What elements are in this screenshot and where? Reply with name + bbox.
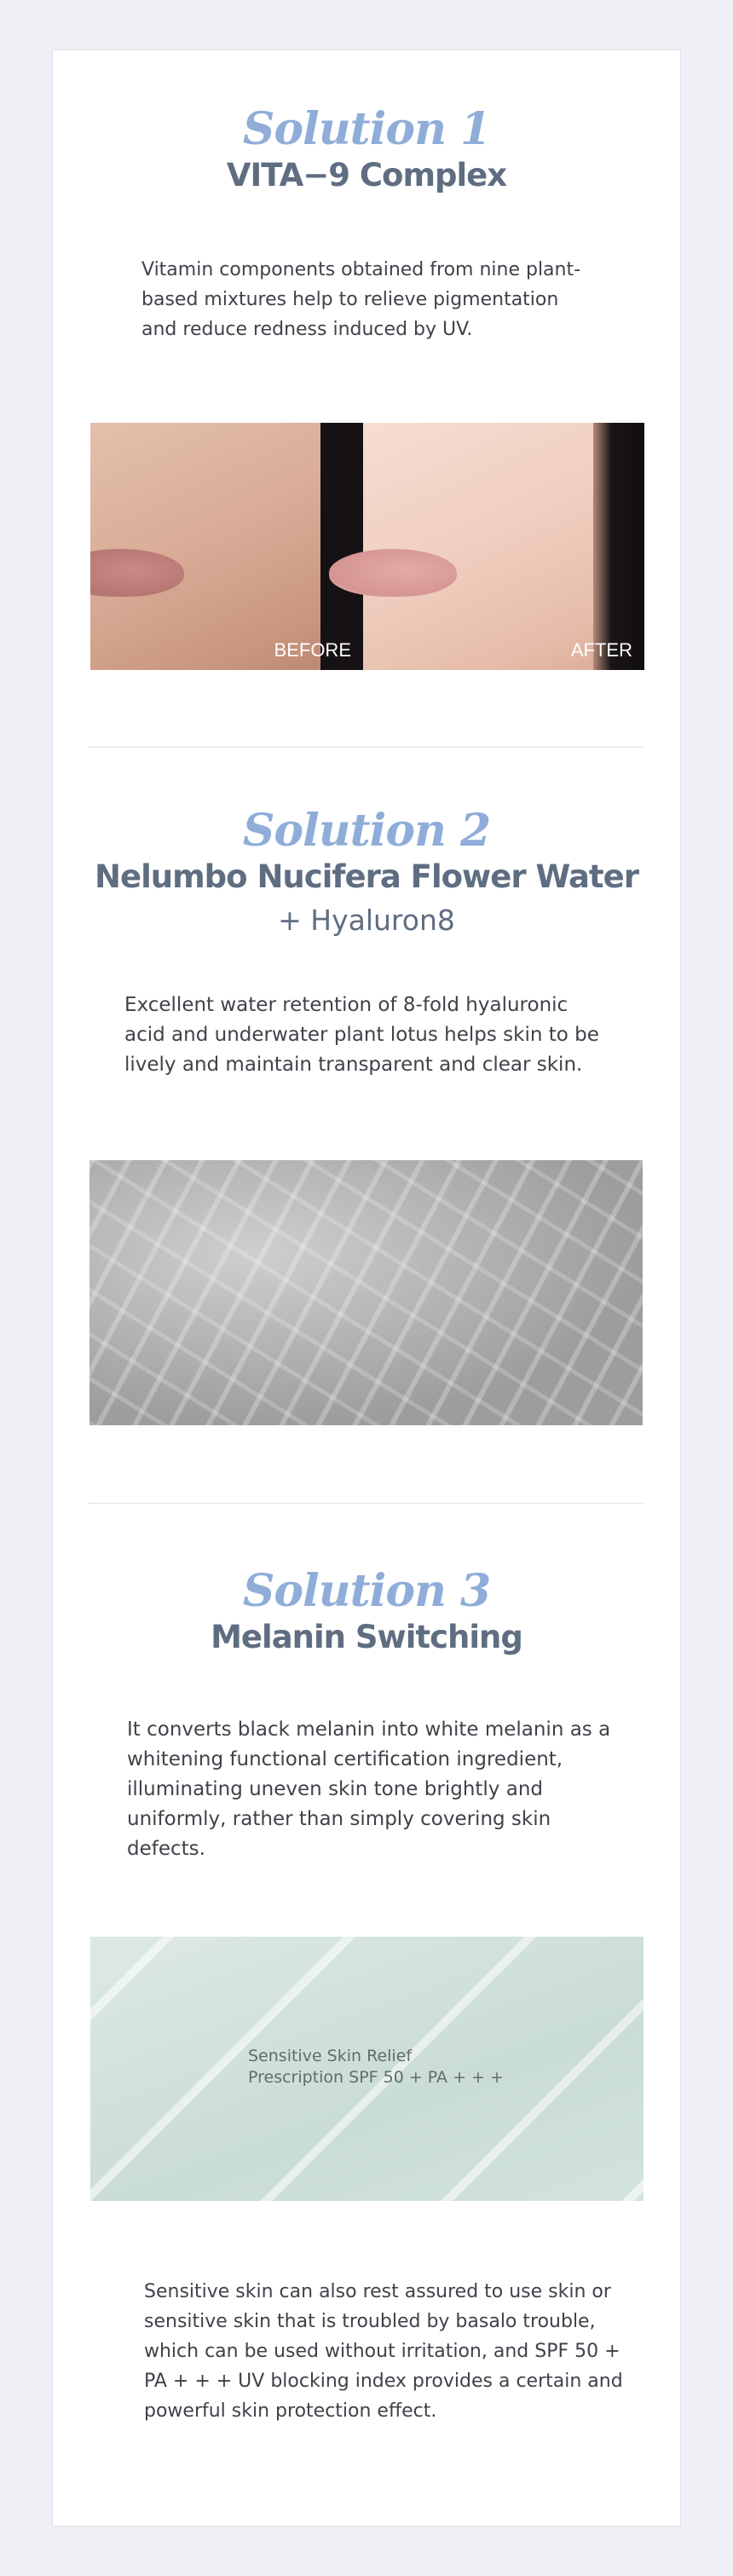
before-photo [90, 423, 363, 670]
solution-3-description [127, 1715, 610, 1864]
text-line: and reduce redness induced by UV. [141, 319, 473, 340]
section-divider [88, 1503, 644, 1504]
gel-texture-image [90, 1937, 644, 2201]
water-ripple-image [89, 1160, 643, 1425]
content-card [52, 49, 681, 2527]
closing-description [144, 2277, 623, 2426]
after-photo [363, 423, 644, 670]
text-line: which can be used without irritation, and SPF 50 + [144, 2341, 620, 2362]
solution-2-subtitle: Nelumbo Nucifera Flower Water [95, 858, 638, 895]
solution-2-description [124, 991, 599, 1080]
text-line: powerful skin protection effect. [144, 2400, 437, 2422]
text-line: uniformly, rather than simply covering skin [127, 1808, 551, 1830]
text-line: It converts black melanin into white melanin as a [127, 1718, 611, 1741]
text-line: PA + + + UV blocking index provides a certain and [144, 2371, 623, 2392]
solution-3-subtitle: Melanin Switching [211, 1619, 522, 1655]
solution-1-description [141, 255, 580, 344]
section-divider [88, 747, 644, 748]
text-line: lively and maintain transparent and clear skin. [124, 1054, 583, 1076]
text-line: Excellent water retention of 8-fold hyaluronic [124, 994, 569, 1016]
text-line: based mixtures help to relieve pigmentation [141, 289, 559, 310]
solution-1-heading: Solution 1 [242, 103, 491, 155]
before-after-image [90, 423, 644, 670]
text-line: sensitive skin that is troubled by basalo trouble, [144, 2311, 596, 2332]
caption-line: Sensitive Skin Relief [248, 2047, 413, 2065]
text-line: whitening functional certification ingredient, [127, 1748, 563, 1770]
text-line: acid and underwater plant lotus helps skin to be [124, 1024, 599, 1046]
text-line: illuminating uneven skin tone brightly and [127, 1778, 543, 1800]
caption-line: Prescription SPF 50 + PA + + + [248, 2068, 504, 2087]
solution-1-subtitle: VITA−9 Complex [226, 157, 507, 193]
text-line: Vitamin components obtained from nine plant- [141, 259, 581, 280]
before-label: BEFORE [274, 639, 351, 661]
text-line: defects. [127, 1838, 205, 1860]
solution-2-heading: Solution 2 [242, 805, 491, 857]
text-line: Sensitive skin can also rest assured to use skin or [144, 2281, 611, 2302]
solution-3-heading: Solution 3 [242, 1565, 491, 1617]
after-label: AFTER [570, 639, 632, 661]
solution-2-subtitle-secondary: + Hyaluron8 [278, 904, 455, 937]
gel-image-caption [248, 2046, 504, 2088]
